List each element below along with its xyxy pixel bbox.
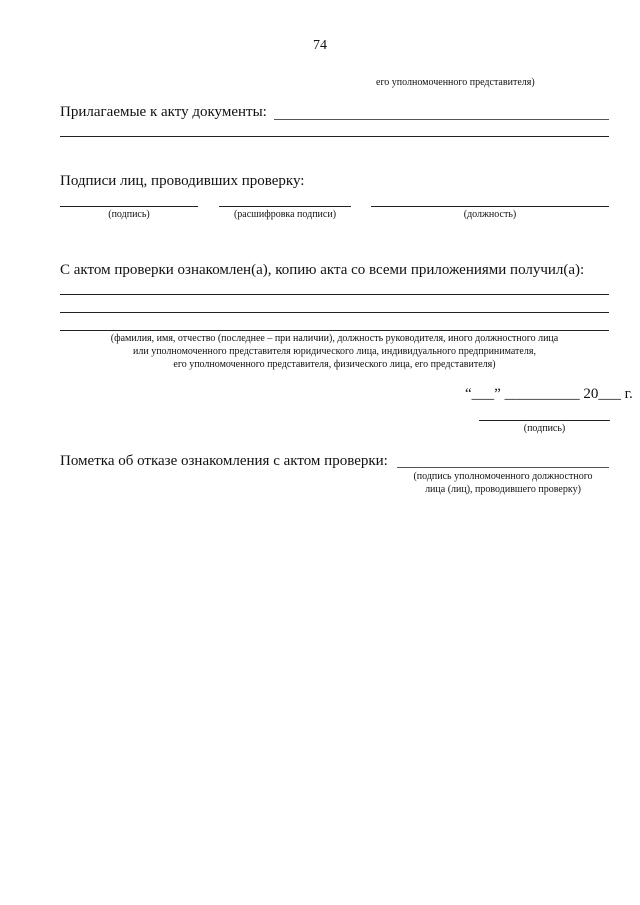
date-year-field[interactable]: ___	[598, 386, 621, 402]
signatures-label: Подписи лиц, проводивших проверку:	[60, 173, 305, 189]
page-number: 74	[313, 38, 327, 53]
documents-field[interactable]	[274, 119, 609, 120]
refusal-hint-line: лица (лиц), проводившего проверку)	[425, 484, 581, 495]
signature-decoding-caption: (расшифровка подписи)	[233, 209, 337, 220]
acquainted-field-line-2[interactable]	[60, 312, 609, 313]
top-caption: его уполномоченного представителя)	[376, 77, 535, 88]
refusal-hint-line: (подпись уполномоченного должностного	[413, 471, 593, 482]
date-open-quote: “	[465, 386, 472, 402]
date-month-field[interactable]: __________	[504, 386, 580, 402]
documents-field-line-2[interactable]	[60, 136, 609, 137]
acquainted-hint	[60, 332, 609, 371]
acquainted-hint-line: его уполномоченного представителя, физического лица, его представителя)	[173, 359, 496, 370]
date-day-field[interactable]: ___	[471, 386, 495, 402]
acquainted-field-line-1[interactable]	[60, 294, 609, 295]
refusal-field[interactable]	[397, 467, 609, 468]
position-caption: (должность)	[463, 209, 517, 220]
position-field[interactable]	[371, 206, 609, 207]
date-year-prefix: 20	[583, 386, 599, 402]
signature-field[interactable]	[60, 206, 198, 207]
date-close-quote: ”	[494, 386, 501, 402]
date-signature-caption: (подпись)	[523, 423, 566, 434]
acquainted-label: С актом проверки ознакомлен(а), копию акта со всеми приложениями получил(а):	[60, 262, 585, 278]
refusal-hint	[397, 470, 609, 496]
date-row	[465, 386, 633, 403]
date-signature-field[interactable]	[479, 420, 610, 421]
signature-caption: (подпись)	[108, 209, 150, 220]
date-year-suffix: г.	[624, 386, 633, 402]
signature-decoding-field[interactable]	[219, 206, 351, 207]
acquainted-hint-line: или уполномоченного представителя юридического лица, индивидуального предпринимателя,	[133, 346, 536, 357]
acquainted-hint-line: (фамилия, имя, отчество (последнее – при наличии), должность руководителя, иного должностного лица	[110, 333, 559, 344]
refusal-label: Пометка об отказе ознакомления с актом проверки:	[60, 453, 388, 469]
documents-label: Прилагаемые к акту документы:	[60, 104, 267, 120]
acquainted-field-line-3[interactable]	[60, 330, 609, 331]
